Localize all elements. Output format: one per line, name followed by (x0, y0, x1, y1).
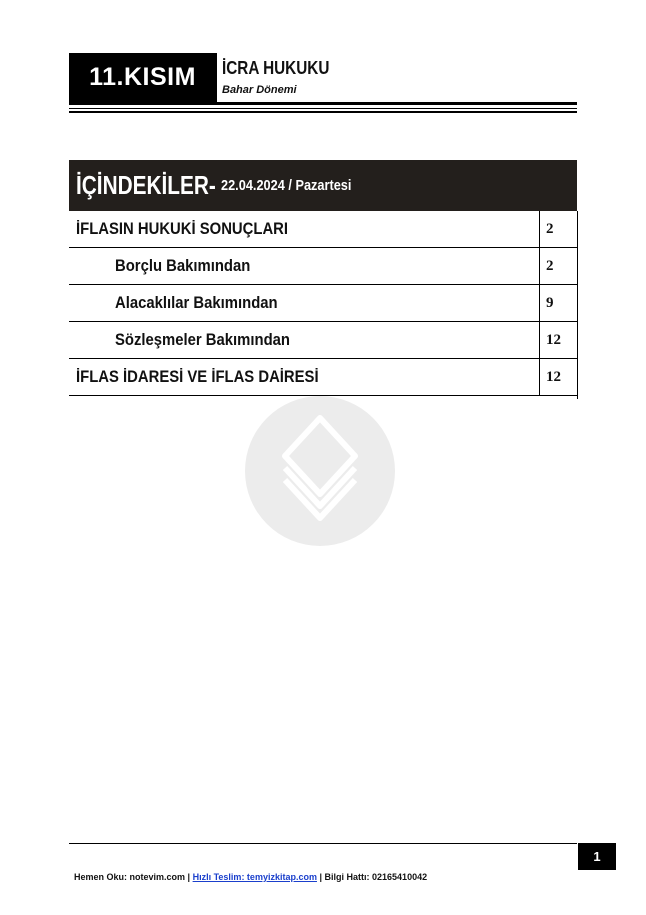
toc-table (69, 211, 577, 396)
footer-links (74, 872, 427, 882)
footer-rule (69, 843, 577, 844)
page-number: 1 (578, 843, 616, 870)
toc-entry-label: Borçlu Bakımından (115, 257, 251, 275)
toc-entry-page: 9 (539, 285, 577, 322)
toc-row[interactable] (69, 359, 577, 396)
toc-header (69, 160, 577, 211)
toc-entry-label: Alacaklılar Bakımından (115, 294, 278, 312)
toc-title: İÇİNDEKİLER- (76, 170, 216, 200)
toc-row[interactable] (69, 248, 577, 285)
section-badge: 11.KISIM (69, 53, 216, 102)
delivery-link[interactable]: Hızlı Teslim: temyizkitap.com (192, 872, 317, 882)
stacked-pages-logo-icon (245, 396, 395, 546)
toc-entry-page: 12 (539, 322, 577, 359)
header-rule-thin (69, 108, 577, 109)
header-rule-bottom (69, 111, 577, 113)
toc-entry-page: 12 (539, 359, 577, 396)
read-link-text: Hemen Oku: notevim.com (74, 872, 186, 882)
header-divider (216, 53, 217, 102)
toc-border-right (577, 211, 578, 399)
toc-entry-label: İFLAS İDARESİ VE İFLAS DAİRESİ (76, 368, 319, 386)
separator: | (187, 872, 191, 882)
toc-entry-label: Sözleşmeler Bakımından (115, 331, 290, 349)
course-title: İCRA HUKUKU (222, 58, 330, 78)
toc-date: 22.04.2024 / Pazartesi (220, 177, 352, 194)
toc-row[interactable] (69, 211, 577, 248)
toc-entry-page: 2 (539, 248, 577, 285)
toc-row[interactable] (69, 285, 577, 322)
toc-row[interactable] (69, 322, 577, 359)
hotline-text: Bilgi Hattı: 02165410042 (324, 872, 428, 882)
toc-entry-label: İFLASIN HUKUKİ SONUÇLARI (76, 220, 289, 238)
separator: | (319, 872, 323, 882)
toc-entry-page: 2 (539, 211, 577, 248)
header-rule-thick (69, 102, 577, 105)
term-label: Bahar Dönemi (222, 84, 297, 96)
